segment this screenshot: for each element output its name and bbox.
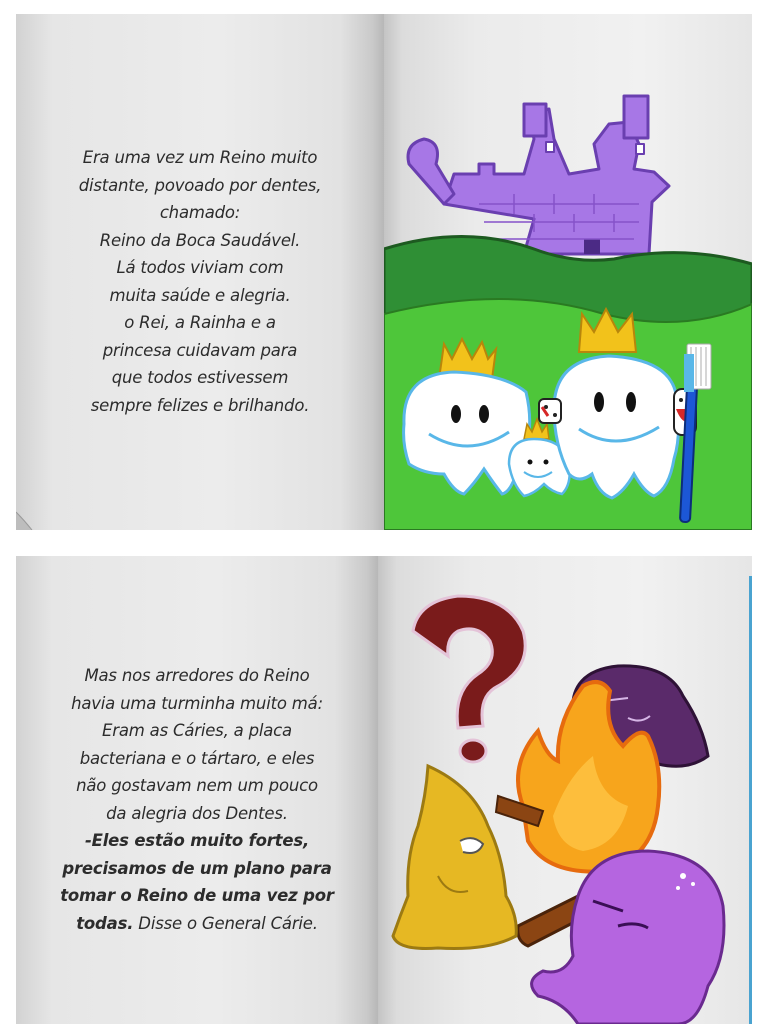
story-line: bacteriana e o tártaro, e eles (79, 748, 315, 768)
cavity-villains-illustration (378, 556, 752, 1024)
story-line: Reino da Boca Saudável. (99, 230, 301, 250)
right-page (384, 14, 752, 530)
right-page (378, 556, 752, 1024)
page-curl-icon[interactable] (16, 508, 38, 530)
tartar-character-icon (393, 766, 516, 949)
story-line: sempre felizes e brilhando. (90, 395, 310, 415)
story-line: Eram as Cáries, a placa (102, 721, 292, 740)
story-line (36, 910, 358, 938)
story-line-bold-part: todas. (76, 913, 134, 933)
story-line: da alegria dos Dentes. (106, 803, 288, 823)
left-page (16, 14, 384, 530)
cavity-character-icon (532, 851, 724, 1024)
story-line-bold: precisamos de um plano para (62, 858, 332, 878)
story-line: que todos estivessem (111, 368, 289, 387)
story-line: não gostavam nem um pouco (76, 776, 318, 795)
question-mark-icon (413, 596, 525, 762)
page-edge (749, 576, 752, 1024)
story-text (36, 662, 358, 937)
story-line: o Rei, a Rainha e a (124, 313, 276, 332)
castle-icon (408, 96, 669, 254)
story-line: distante, povoado por dentes, (78, 175, 322, 195)
story-line: muita saúde e alegria. (109, 285, 291, 305)
tooth-kingdom-illustration (384, 14, 752, 530)
story-line: chamado: (159, 203, 241, 222)
story-line-bold: -Eles estão muito fortes, (84, 831, 310, 850)
book-spread-1 (16, 14, 752, 530)
story-line-bold: tomar o Reino de uma vez por (60, 886, 334, 905)
story-line: Lá todos viviam com (116, 258, 284, 277)
book-spread-2 (16, 556, 752, 1024)
story-line-normal-part: Disse o General Cárie. (133, 913, 318, 933)
story-line: Era uma vez um Reino muito (82, 148, 318, 167)
story-line: princesa cuidavam para (102, 340, 298, 360)
left-page (16, 556, 378, 1024)
story-line: havia uma turminha muito má: (71, 693, 323, 713)
story-text (36, 144, 364, 419)
story-line: Mas nos arredores do Reino (84, 666, 310, 685)
